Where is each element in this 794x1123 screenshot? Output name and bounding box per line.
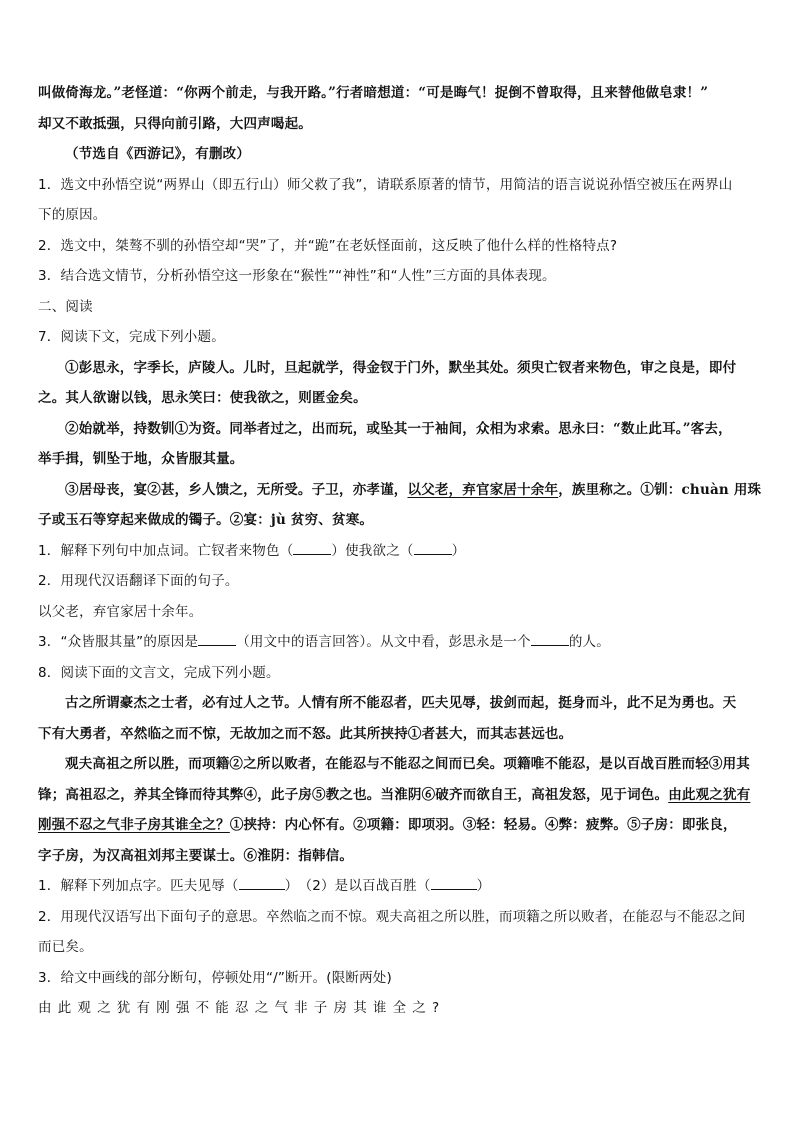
text-span: 的人。 xyxy=(568,634,610,650)
q8-paragraph-1-cont: 下有大勇者，卒然临之而不惊，无故加之而不怒。此其所挟持①者甚大，而其志甚远也。 xyxy=(38,725,573,742)
underlined-sentence: 刚强不忍之气非子房其谁全之？ xyxy=(38,817,230,833)
q8-sub-3: 3．给文中画线的部分断句，停顿处用“/”断开。(限断两处) xyxy=(38,969,392,986)
q7-paragraph-3 xyxy=(38,475,762,506)
text-span: 锋；高祖忍之，养其全锋而待其弊④，此子房⑤教之也。当淮阴⑥破齐而欲自王，高祖发怒，见于词色。 xyxy=(38,786,669,803)
footnote-text: ，族里称之。①钏：chuàn 用珠 xyxy=(558,481,762,498)
text-span: ） xyxy=(451,542,466,559)
q8-paragraph-2: 观夫高祖之所以胜，而项籍②之所以败者，在能忍与不能忍之间而已矣。项籍唯不能忍，是以百战百胜而轻③用其 xyxy=(65,756,750,772)
text-span: ③居母丧，宴②甚，乡人馈之，无所受。子卫，亦孝谨， xyxy=(65,481,408,498)
passage-line: 却又不敢抵强，只得向前引路，大四声喝起。 xyxy=(38,115,312,132)
q8-sub-2: 2．用现代汉语写出下面句子的意思。卒然临之而不惊。观夫高祖之所以胜，而项籍之所以败者，在能忍与不能忍之间 xyxy=(38,908,746,925)
q8-paragraph-2-cont xyxy=(38,810,758,841)
text-span: ） xyxy=(476,878,491,894)
q8-paragraph-1: 古之所谓豪杰之士者，必有过人之节。人情有所不能忍者，匹夫见辱，拔剑而起，挺身而斗，此不足为勇也。天 xyxy=(65,695,737,711)
question-1-cont: 下的原因。 xyxy=(38,207,107,223)
q7-paragraph-1-cont: 之。其人欲谢以钱，思永笑曰：使我欲之，则匿金矣。 xyxy=(38,390,367,406)
q7-sub-3 xyxy=(38,627,758,658)
q7-sub-2-sentence: 以父老，弃官家居十余年。 xyxy=(38,603,203,620)
answer-blank[interactable] xyxy=(198,631,236,646)
q8-sub-1 xyxy=(38,871,758,902)
answer-blank[interactable] xyxy=(239,875,285,890)
q8-sub-3-text: 由此观之犹有刚强不能忍之气非子房其谁全之? xyxy=(38,1000,446,1016)
q8-paragraph-2-cont xyxy=(38,780,758,811)
q7-sub-1 xyxy=(38,536,758,567)
underlined-sentence: 以父老，弃官家居十余年 xyxy=(407,481,559,498)
footnote-text: ①挟持：内心怀有。②项籍：即项羽。③轻：轻易。④弊：疲弊。⑤子房：即张良， xyxy=(229,817,737,833)
text-span: （用文中的语言回答）。从文中看，彭思永是一个 xyxy=(236,634,531,650)
question-2: 2．选文中，桀骜不驯的孙悟空却“哭”了，并“跪”在老妖怪面前，这反映了他什么样的性格特点? xyxy=(38,237,618,254)
text-span: 3．“众皆服其量”的原因是 xyxy=(38,634,199,650)
passage-source: （节选自《西游记》，有删改） xyxy=(65,146,251,162)
q7-paragraph-2: ②始就举，持数钏①为资。同举者过之，出而玩，或坠其一于袖间，众相为求索。思永曰：“数止此耳。”客去， xyxy=(65,420,732,437)
q7-title: 7．阅读下文，完成下列小题。 xyxy=(38,329,225,345)
q7-paragraph-2-cont: 举手揖，钏坠于地，众皆服其量。 xyxy=(38,451,244,467)
text-span: ） （2）是以百战百胜（ xyxy=(284,878,431,894)
answer-blank[interactable] xyxy=(293,540,331,555)
answer-blank[interactable] xyxy=(414,540,452,555)
question-1: 1．选文中孙悟空说“两界山（即五行山）师父救了我”，请联系原著的情节，用简洁的语言说说孙悟空被压在两界山 xyxy=(38,176,733,193)
answer-blank[interactable] xyxy=(431,875,477,890)
text-span: 1．解释下列加点字。匹夫见辱（ xyxy=(38,878,239,894)
question-3: 3．结合选文情节，分析孙悟空这一形象在“猴性”“神性”和“人性”三方面的具体表现。 xyxy=(38,268,556,284)
answer-blank[interactable] xyxy=(531,631,569,646)
q7-paragraph-1: ①彭思永，字季长，庐陵人。儿时，旦起就学，得金钗于门外，默坐其处。须臾亡钗者来物色，审之良是，即付 xyxy=(65,359,737,376)
q8-title: 8．阅读下面的文言文，完成下列小题。 xyxy=(38,664,280,681)
text-span: 1．解释下列句中加点词。亡钗者来物色（ xyxy=(38,542,294,559)
q7-sub-2: 2．用现代汉语翻译下面的句子。 xyxy=(38,573,239,589)
passage-line: 叫做倚海龙。”老怪道：“你两个前走，与我开路。”行者暗想道：“可是晦气！捉倒不曾取得，且来替他做皂隶！” xyxy=(38,85,709,101)
section-title: 二、阅读 xyxy=(38,298,93,315)
q7-footnote-cont: 子或玉石等穿起来做成的镯子。②宴：jù 贫穷、贫寒。 xyxy=(38,512,374,528)
document-page xyxy=(38,78,762,1024)
underlined-sentence: 由此观之犹有 xyxy=(668,786,751,803)
text-span: ）使我欲之（ xyxy=(331,542,414,559)
q8-footnote-cont: 字子房，为汉高祖刘邦主要谋士。⑥淮阴：指韩信。 xyxy=(38,847,354,864)
q8-sub-2-cont: 而已矣。 xyxy=(38,939,93,955)
